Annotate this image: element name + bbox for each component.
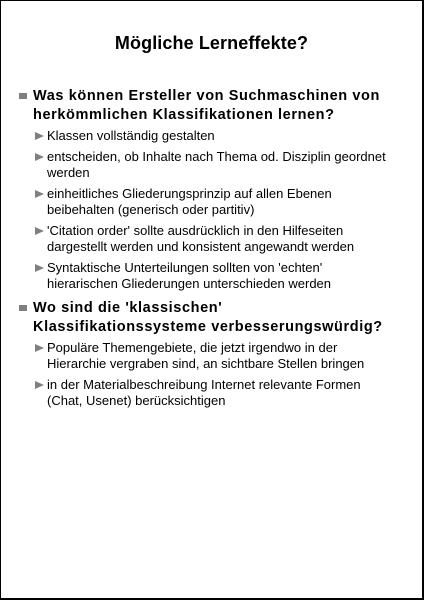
list-item-text: in der Materialbeschreibung Internet relevante Formen (Chat, Usenet) berücksichtigen: [47, 376, 361, 408]
slide-content: [19, 87, 399, 416]
triangle-arrow-icon: [35, 264, 44, 272]
list-item: [33, 223, 387, 256]
list-item: [33, 186, 387, 219]
section-heading-2: [19, 299, 399, 337]
list-item-text: Populäre Themengebiete, die jetzt irgendwo in der Hierarchie vergraben sind, an sichtbare Stellen bringen: [47, 339, 365, 371]
square-bullet-icon: [19, 93, 27, 99]
triangle-arrow-icon: [35, 190, 44, 198]
list-item-text: einheitliches Gliederungsprinzip auf allen Ebenen beibehalten (generisch oder partitiv): [47, 185, 332, 217]
triangle-arrow-icon: [35, 344, 44, 352]
list-item: [33, 128, 387, 145]
list-item: [33, 340, 387, 373]
triangle-arrow-icon: [35, 132, 44, 140]
square-bullet-icon: [19, 305, 27, 311]
list-item-text: Klassen vollständig gestalten: [47, 128, 215, 143]
section-items-2: [19, 340, 399, 410]
slide-title: Mögliche Lerneffekte?: [114, 33, 309, 53]
list-item: [33, 377, 387, 410]
section-items-1: [19, 128, 399, 293]
list-item: [33, 260, 387, 293]
section-heading-text: Wo sind die 'klassischen' Klassifikationssysteme verbesserungswürdig?: [33, 299, 383, 335]
triangle-arrow-icon: [35, 381, 44, 389]
list-item: [33, 149, 387, 182]
list-item-text: Syntaktische Unterteilungen sollten von 'echten' hierarischen Gliederungen unterschieden werden: [47, 259, 332, 291]
section-heading-text: Was können Ersteller von Suchmaschinen von herkömmlichen Klassifikationen lernen?: [33, 88, 380, 123]
triangle-arrow-icon: [35, 227, 44, 235]
triangle-arrow-icon: [35, 153, 44, 161]
section-heading-1: [19, 87, 399, 125]
list-item-text: entscheiden, ob Inhalte nach Thema od. Disziplin geordnet werden: [47, 148, 386, 180]
list-item-text: 'Citation order' sollte ausdrücklich in den Hilfeseiten dargestellt werden und konsistent angewandt werden: [47, 222, 355, 254]
